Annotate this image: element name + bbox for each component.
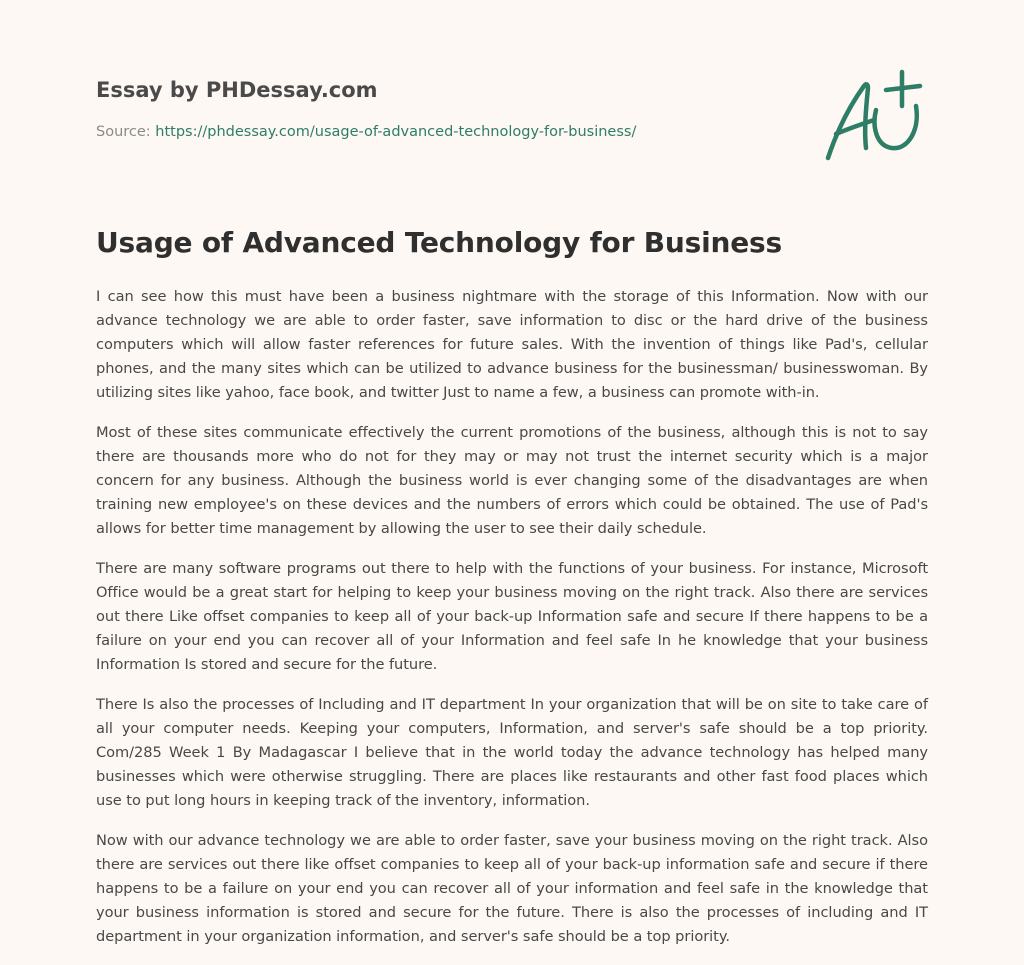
paragraph: There are many software programs out there to help with the functions of your business. For instance, Microsoft Office would be a great start for helping to keep your business moving on the right track. Also there are services out there Like offset companies to keep all of your back-up Information safe and secure If there happens to be a failure on your end you can recover all of your Information and feel safe In he knowledge that your business Information Is stored and secure for the future. xyxy=(96,560,928,673)
essay-body xyxy=(96,285,928,965)
source-line xyxy=(96,124,636,140)
paragraph: There Is also the processes of Including and IT department In your organization that will be on site to take care of all your computer needs. Keeping your computers, Information, and server's safe should be a top priority. Com/285 Week 1 By Madagascar I believe that in the world today the advance technology has helped many businesses which were otherwise struggling. There are places like restaurants and other fast food places which use to put long hours in keeping track of the inventory, information. xyxy=(96,696,928,809)
source-label: Source: xyxy=(96,124,156,140)
paragraph: Now with our advance technology we are able to order faster, save your business moving on the right track. Also there are services out there like offset companies to keep all of your back-up information safe and secure if there happens to be a failure on your end you can recover all of your information and feel safe in the knowledge that your business information is stored and secure for the future. There is also the processes of including and IT department in your organization information, and server's safe should be a top priority. xyxy=(96,832,928,945)
paragraph: I can see how this must have been a business nightmare with the storage of this Information. Now with our advance technology we are able to order faster, save information to disc or the hard drive of the business computers which will allow faster references for future sales. With the invention of things like Pad's, cellular phones, and the many sites which can be utilized to advance business for the businessman/ businesswoman. By utilizing sites like yahoo, face book, and twitter Just to name a few, a business can promote with-in. xyxy=(96,288,928,401)
source-link[interactable]: https://phdessay.com/usage-of-advanced-technology-for-business/ xyxy=(155,124,637,140)
essay-title: Usage of Advanced Technology for Business xyxy=(96,226,782,259)
site-brand: Essay by PHDessay.com xyxy=(96,78,378,102)
a-plus-logo-icon xyxy=(822,68,926,164)
paragraph: Most of these sites communicate effectively the current promotions of the business, although this is not to say there are thousands more who do not for they may or may not trust the internet security which is a major concern for any business. Although the business world is ever changing some of the disadvantages are when training new employee's on these devices and the numbers of errors which could be obtained. The use of Pad's allows for better time management by allowing the user to see their daily schedule. xyxy=(96,424,928,537)
